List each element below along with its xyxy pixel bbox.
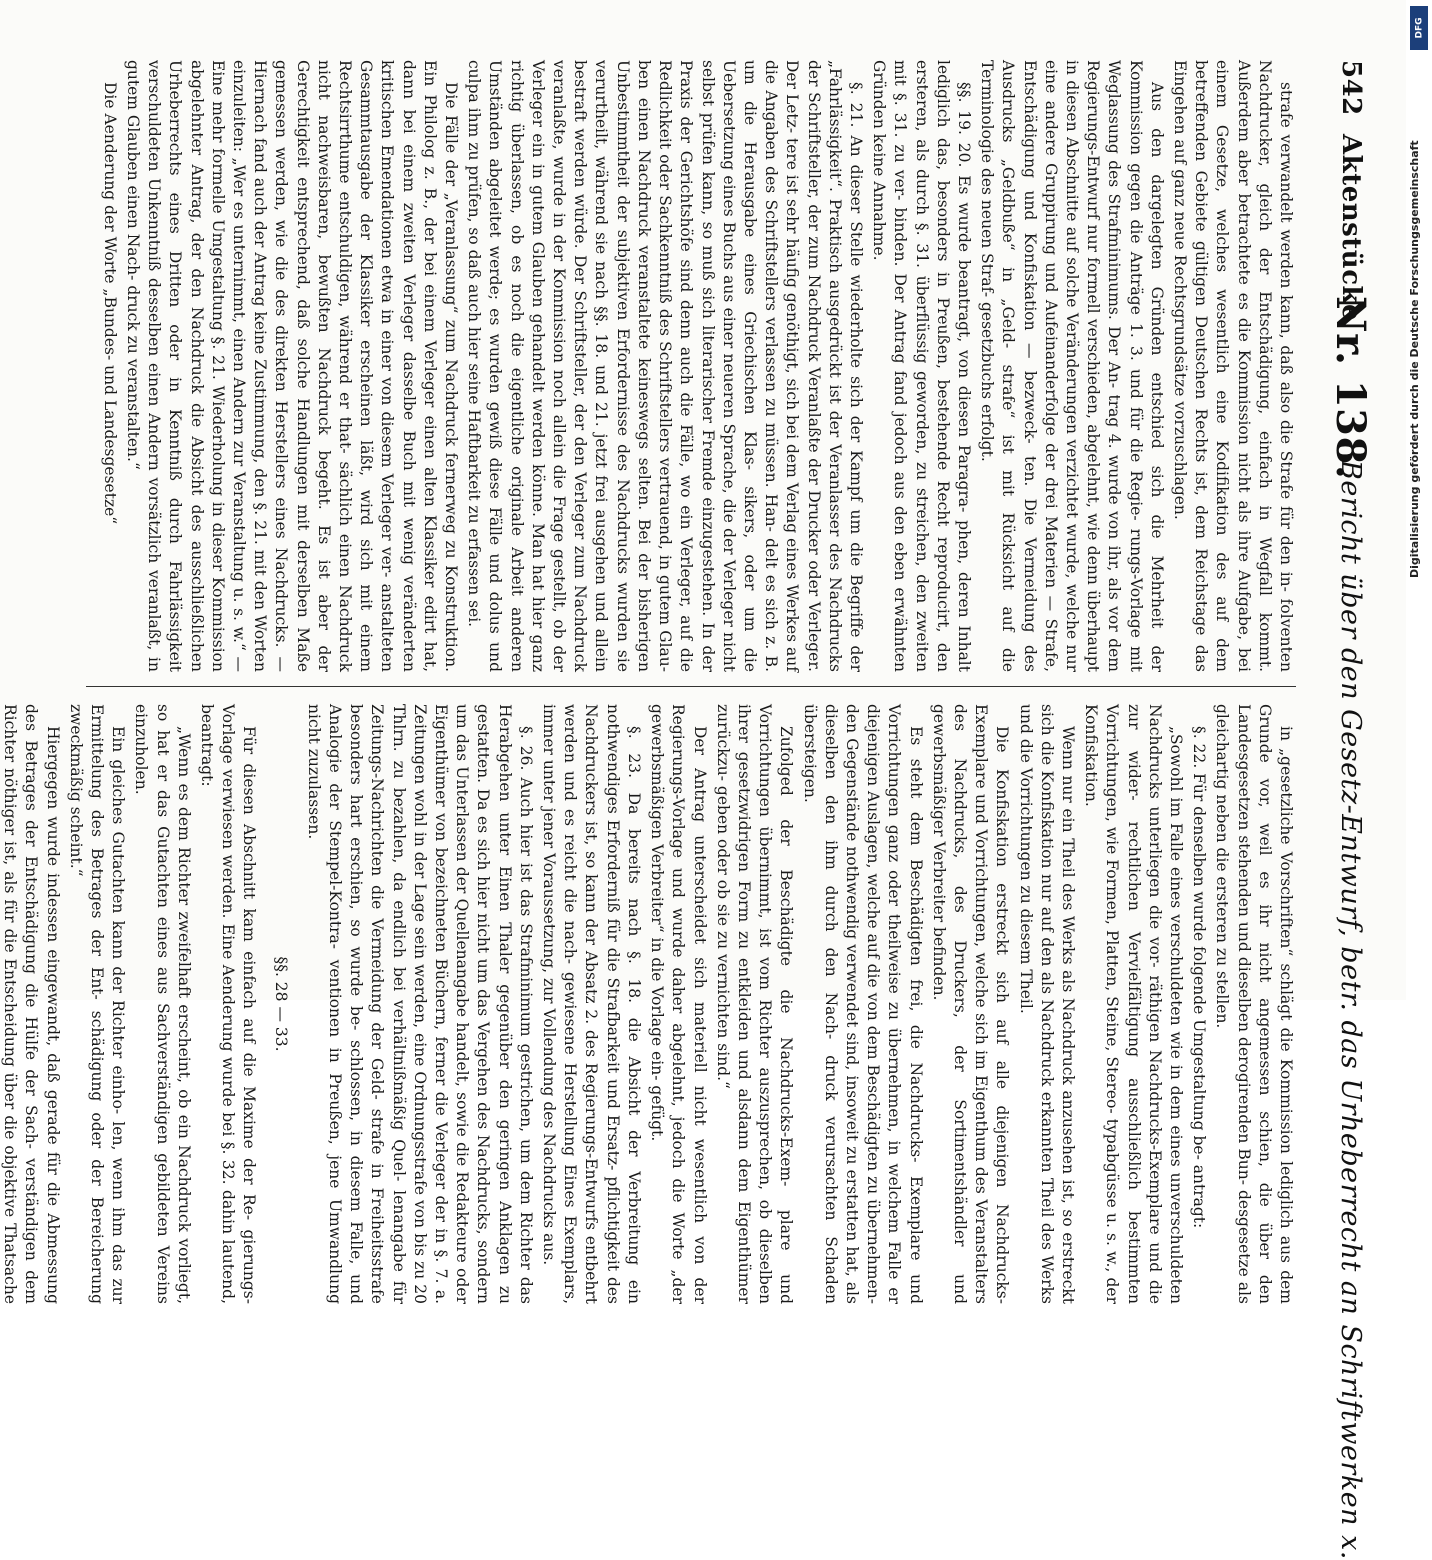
running-title: Bericht über den Gesetz-Entwurf, betr. das Urheberrecht an Schriftwerken x. — [1335, 460, 1366, 1560]
left-paragraph: §. 21. An dieser Stelle wiederholte sich der Kampf um die Begriffe der „Fahrlässigkeit“. Praktisch ausgedrückt ist der Veranlasser des Nachdrucks der Schriftsteller, der zum Nachdruck Veranlaßte der Drucker oder Verleger. Der Letz- tere ist sehr häufig genöthigt, sich bei dem Verlag eines Werkes auf die Angaben des Schriftstellers verlassen zu müssen. Han- delt es sich z. B. um die Herausgabe eines Griechischen Klas- sikers, oder um die Uebersetzung eines Buchs aus einer neueren Sprache, die der Verleger nicht selbst prüfen kann, so muß sich literarischer Fremde einzugestehen. In der Praxis der Gerichtshöfe sind denn auch die Fälle, wo ein Verleger, auf die Redlichkeit oder Sachkenntniß des Schriftstellers vertrauend, in gutem Glau- ben einen Nachdruck veranstaltete keineswegs selten. Bei der bisherigen Unbestimmtheit der subjektiven Erfordernisse des Nachdrucks wurden sie verurtheilt, während sie nach §§. 18. und 21. jetzt frei ausgehen und allein bestraft werden würde. Der Schriftsteller, der den Verleger zum Nachdruck veranlaßte, wurde in der Kommission noch allein die Frage gestellt, ob der Verleger ein in gutem Glauben gehandelt werden könne. Man hat hier ganz richtig überlassen, ob es noch die eigentliche originale Arbeit anderen Umständen abgeleitet werde; es wurden gewiß diese Fälle und dolus und culpa ihm zu prüfen, so daß auch hier seine Haftbarkeit zu erfassen sei. — [465, 60, 865, 672]
section-label: Aktenstücke — [1336, 134, 1366, 322]
right-paragraph: Hiergegen wurde indessen eingewandt, daß gerade für die Abmessung des Betrages der Entschädigung die Hülfe der Sach- verständigen dem Richter nöthiger ist, als für die Entscheidung über die objektive Thatsache — [1, 704, 62, 1304]
right-paragraph: Es steht dem Beschädigten frei, die Nachdrucks- Exemplare und Vorrichtungen ganz oder theilweise zu übernehmen, in welchem Falle er diejenigen Auslagen, welche auf die von dem Beschädigten zu übernehmen- den Gegenstände nothwendig verwendet sind, insoweit zu erstatten hat, als dieselben den ihm durch den Nach- druck verursachten Schaden übersteigen. — [800, 704, 925, 1304]
right-paragraph: Die Konfiskation erstreckt sich auf alle diejenigen Nachdrucks-Exemplare und Vorrichtungen, welche sich im Eigenthum des Veranstalters des Nachdrucks, des Druckers, der Sortimentshändler und gewerbsmäßiger Verbreiter befinden. — [929, 704, 1012, 1304]
left-paragraph: strafe verwandelt werden kann, daß also die Strafe für den in- folventen Nachdrucker, gleich der Entschädigung, einfach in Wegfall kommt. Außerdem aber betrachtete es die Kommission nicht als ihre Aufgabe, bei einem Gesetze, welches wesentlich eine Kodifikation des auf dem betreffenden Gebiete gültigen Deutschen Rechts ist, dem Reichstage das Eingehen auf ganz neue Rechtsgrundsätze vorzuschlagen. — [1170, 60, 1295, 672]
dfg-logo — [1410, 6, 1428, 50]
section-heading: §§. 28 — 33. — [271, 956, 290, 1052]
right-paragraph: Der Antrag unterscheidet sich materiell nicht wesentlich von der Regierungs-Vorlage und wurde daher abgelehnt, jedoch die Worte „der gewerbsmäßigen Verbreiter“ in die Vorlage ein- gefügt. — [648, 704, 709, 1304]
right-paragraph: „Sowohl im Falle eines verschuldeten wie in dem eines unverschuldeten Nachdrucks unterliegen die vor- räthigen Nachdrucks-Exemplare und die zur wider- rechtlichen Vervielfältigung ausschließlich bestimmten Vorrichtungen, wie Formen, Platten, Steine, Stereo- typabgüsse u. s. w., der Konfiskation. — [1082, 704, 1185, 1304]
right-paragraph: in „gesetzliche Vorschriften“ schlägt die Kommission lediglich aus dem Grunde vor, weil es ihr nicht angemessen schien, die über den Landesgesetzen stehenden und dieselben derogirenden Bun- desgesetze als gleichartig neben die ersteren zu stellen. — [1213, 704, 1295, 1304]
right-paragraph: Wenn nur ein Theil des Werks als Nachdruck anzusehen ist, so erstreckt sich die Konfiskation nur auf den als Nachdruck erkannten Theil des Werks und die Vorrichtungen zu diesem Theil. — [1016, 704, 1077, 1304]
rotated-page-content — [1, 20, 1396, 1560]
document-number: Nr. 138. — [1327, 296, 1374, 480]
left-paragraph: Die Aenderung der Worte „Bundes- und Landesgesetze“ — [100, 82, 119, 525]
left-column — [76, 60, 1296, 672]
right-paragraph: Zufolged der Beschädigte die Nachdrucks-Exem- plare und Vorrichtungen übernimmt, ist vom Richter auszusprechen, ob dieselben ihrer gesetzwidrigen Form zu entkleiden und alsdann dem Eigenthümer zurückzu- geben oder ob sie zu vernichten sind.“ — [713, 704, 796, 1304]
left-paragraph: Aus den dargelegten Gründen entschied sich die Mehrheit der Kommission gegen die Anträge 1. 3. und für die Regie- rungs-Vorlage mit Weglassung des Strafminimums. Der An- trag 4. wurde von ihr, als vor dem Regierungs-Entwurf nur formell verschieden, abgelehnt, wie denn überhaupt in diesen Abschnitte auf solche Veränderungen verzichtet wurde, welche nur eine andere Gruppirung und Aufeinanderfolge der drei Materien — Strafe, Entschädigung und Konfiskation — bezweck- ten. Die Vermeidung des Ausdrucks „Geldbuße“ in „Geld- strafe“ ist mit Rücksicht auf die Terminologie des neuen Straf- gesetzbuchs erfolgt. — [978, 60, 1166, 672]
right-paragraph: §. 23. Da bereits nach §. 18. die Absicht der Verbreitung ein nothwendiges Erforderniß für die Strafbarkeit und Ersatz- pflichtigkeit des Nachdruckers ist, so kann der Absatz 2. des Regierungs-Entwurfs entbehrt werden und es reicht die nach- gewiesene Herstellung Eines Exemplars, immer unter jener Voraussetzung, zur Vollendung des Nachdrucks aus. — [540, 704, 643, 1304]
digitization-sidebar — [1406, 0, 1432, 1000]
left-paragraph: §§. 19. 20. Es wurde beantragt, von diesen Paragra- phen, deren Inhalt lediglich das, besonders in Preußen, bestehende Recht reproducirt, den ersteren, als durch §. 31. überflüssig geworden, zu streichen, den zweiten mit §. 31. zu ver- binden. Der Antrag fand jedoch aus den eben erwähnten Gründen keine Annahme. — [870, 60, 973, 672]
page-number: 542 — [1336, 60, 1366, 116]
right-column — [1, 704, 1296, 1304]
right-paragraph: §. 26. Auch hier ist das Strafminimum gestrichen, um dem Richter das Herabgehen unter Einen Thaler gegenüber den geringen Anklagen zu gestatten. Da es sich hier nicht um das Vergehen des Nachdrucks, sondern um das Unterlassen der Quellenangabe handelt, sowie die Redakteure oder Eigenthümer von bezeichneten Büchern, ferner die Verleger der in §. 7. a. Zeitungen wohl in der Lage sein werden, eine Ordnungsstrafe von bis zu 20 Thlrn. zu bezahlen, da endlich bei verhältnißmäßig Quel- lenangabe für Zeitungs-Nachrichten die Vermeidung der Geld- strafe in Freiheitsstrafe besonders hart erschien, so wurde be- schlossen, in diesem Falle, und Analogie der Stempel-Kontra- ventionen in Preußen, jene Umwandlung nicht zuzulassen. — [304, 704, 535, 1304]
column-divider — [86, 686, 1296, 687]
dfg-logo-text: DFG — [1414, 17, 1425, 39]
right-paragraph: „Wenn es dem Richter zweifelhaft erscheint, ob ein Nachdruck vorliegt, so hat er das Gutachten eines aus Sachverständigen gebildeten Vereins einzuholen. — [132, 704, 193, 1304]
page-header — [1306, 60, 1378, 1560]
left-paragraph: Die Fälle der „Veranlassung“ zum Nachdruck fernerweg zu Konstruktion. Ein Philolog z. B., der bei einem Verleger einen alten Klassiker edirt hat, dann bei einem zweiten Verleger dasselbe Buch mit wenig veränderten kritischen Emendationen etwa in einer von diesem Verleger ver- anstalteten Gesammtausgabe der Klassiker erscheinen läßt, wird sich mit einem Rechtsirrthume entschuldigen, während er that- sächlich einen Nachdruck nicht nachweisbaren, bewußten Nachdruck begeht. Es ist aber der Gerechtigkeit entsprechend, daß solche Handlungen mit derselben Maße gemessen werden, wie die des direkten Herstellers eines Nachdrucks. — Hiernach fand auch der Antrag keine Zustimmung, den §. 21. mit den Worten einzuleiten: „Wer es unternimmt, einen Andern zur Veranstaltung u. s. w.“ — Eine mehr formelle Umgestaltung §. 21. Wiederholung in dieser Kommission abgelehnter Antrag, der den Nachdruck die Absicht des ausschließlichen Urheberrechts eines Dritten oder in Kenntniß durch Fahrlässigkeit verschuldeten Unkenntniß desselben einen Andern vorsätzlich veranlaßt, in gutem Glauben einen Nach- druck zu veranstalten.“ — [124, 60, 461, 672]
right-paragraph: §. 22. Für denselben wurde folgende Umgestaltung be- antragt: — [1190, 726, 1209, 1229]
right-paragraph: Ein gleiches Gutachten kann der Richter einho- len, wenn ihm das zur Ermittelung des Betrages der Ent- schädigung oder der Bereicherung zweckmäßig scheint.“ — [66, 704, 128, 1304]
digitization-credit: Digitalisierung gefördert durch die Deutsche Forschungsgemeinschaft — [1408, 140, 1421, 578]
right-paragraph: Für diesen Abschnitt kam einfach auf die Maxime der Re- gierungs-Vorlage verwiesen werden. Eine Aenderung wurde bei §. 32. dahin lautend, beantragt: — [198, 704, 259, 1304]
